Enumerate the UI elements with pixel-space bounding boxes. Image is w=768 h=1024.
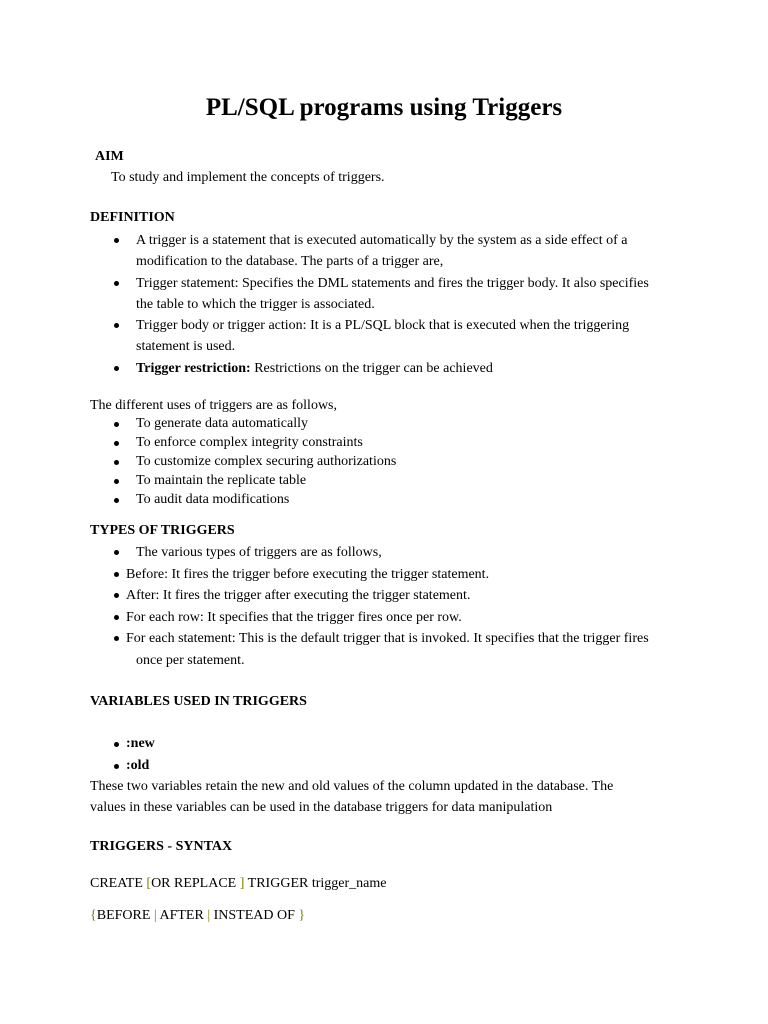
aim-heading: AIM: [95, 149, 124, 164]
variables-text: These two variables retain the new and old values of the column updated in the database. The values in these variables can be used in the database triggers for data manipulation: [90, 779, 614, 815]
uses-list: [90, 414, 396, 509]
list-item: A trigger is a statement that is executed automatically by the system as a side effect of a modification to the database. The parts of a trigger are,: [90, 230, 649, 272]
list-item: For each row: It specifies that the trigger fires once per row.: [90, 607, 649, 629]
syntax-line-timing: {BEFORE | AFTER | INSTEAD OF }: [90, 908, 306, 923]
page-title: PL/SQL programs using Triggers: [205, 94, 563, 121]
list-item: After: It fires the trigger after executing the trigger statement.: [90, 585, 649, 607]
aim-text: To study and implement the concepts of triggers.: [111, 170, 385, 185]
syntax-line-create: CREATE [OR REPLACE ] TRIGGER trigger_name: [90, 876, 387, 891]
list-item: Trigger statement: Specifies the DML statements and fires the trigger body. It also specifies the table to which the trigger is associated.: [90, 273, 649, 315]
list-item: Trigger restriction: Restrictions on the trigger can be achieved: [90, 358, 649, 379]
types-heading: TYPES OF TRIGGERS: [90, 523, 235, 538]
list-item: Before: It fires the trigger before executing the trigger statement.: [90, 564, 649, 586]
list-item: To generate data automatically: [90, 414, 396, 433]
list-item: To enforce complex integrity constraints: [90, 433, 396, 452]
list-item: To audit data modifications: [90, 490, 396, 509]
definition-heading: DEFINITION: [90, 210, 175, 225]
list-item: Trigger body or trigger action: It is a PL/SQL block that is executed when the triggering statement is used.: [90, 315, 649, 357]
uses-intro: The different uses of triggers are as follows,: [90, 398, 337, 413]
variables-heading: VARIABLES USED IN TRIGGERS: [90, 694, 307, 709]
list-item: :new: [90, 733, 155, 755]
list-item: The various types of triggers are as follows,: [90, 542, 649, 564]
bold-term: Trigger restriction:: [136, 360, 251, 376]
list-item: To customize complex securing authorizations: [90, 452, 396, 471]
list-item: For each statement: This is the default trigger that is invoked. It specifies that the trigger fires once per statement.: [90, 628, 649, 671]
types-list: [90, 542, 649, 671]
syntax-heading: TRIGGERS - SYNTAX: [90, 839, 233, 854]
definition-list: [90, 230, 649, 379]
list-item: :old: [90, 755, 155, 777]
list-item: To maintain the replicate table: [90, 471, 396, 490]
variables-list: [90, 733, 155, 777]
